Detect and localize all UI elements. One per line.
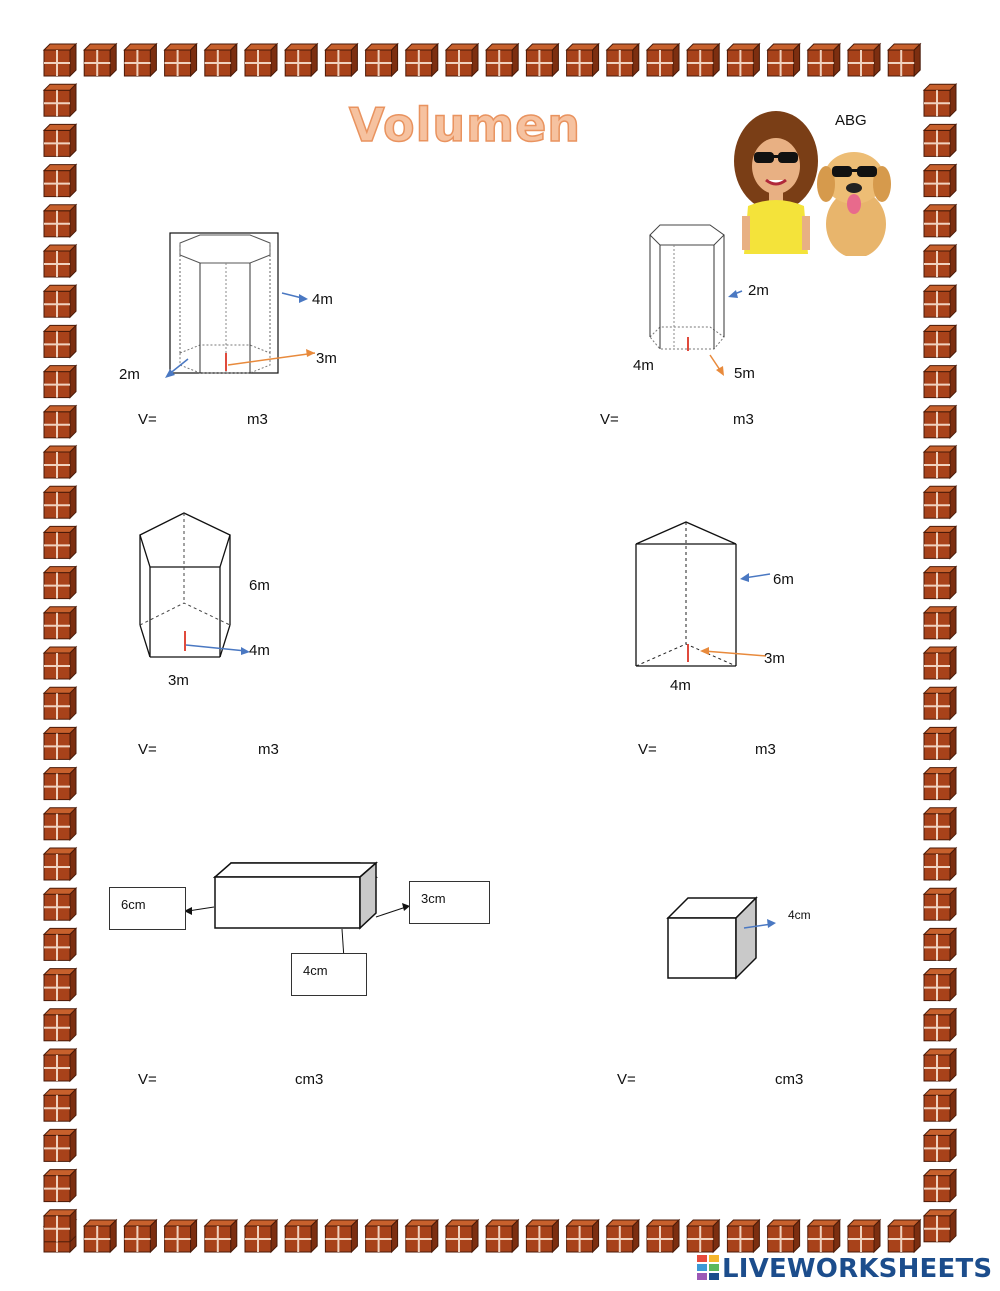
brick-tile <box>727 1220 759 1252</box>
brick-tile <box>924 969 956 1001</box>
brick-tile <box>486 1220 518 1252</box>
brick-tile <box>687 1220 719 1252</box>
brick-tile <box>924 205 956 237</box>
ex6-unit: cm3 <box>775 1071 804 1088</box>
brick-tile <box>165 44 197 76</box>
ex6-label-side: 4cm <box>788 908 811 922</box>
brick-tile <box>924 888 956 920</box>
brick-tile <box>285 1220 317 1252</box>
brick-tile <box>44 44 76 76</box>
brick-tile <box>44 1009 76 1041</box>
ex6-volume-label: V= <box>617 1071 636 1088</box>
brick-tile <box>924 727 956 759</box>
brick-tile <box>924 366 956 398</box>
brick-tile <box>924 526 956 558</box>
brick-tile <box>486 44 518 76</box>
brick-tile <box>44 848 76 880</box>
brick-tile <box>44 1210 76 1242</box>
brick-tile <box>848 1220 880 1252</box>
ex5-answer-field[interactable] <box>165 1070 285 1090</box>
brick-tile <box>687 44 719 76</box>
ex5-label-length: 6cm <box>121 897 146 912</box>
brick-tile <box>526 44 558 76</box>
ex2-label-height: 2m <box>748 282 769 299</box>
brick-tile <box>366 44 398 76</box>
ex4-label-apothem: 3m <box>764 650 785 667</box>
brick-tile <box>924 165 956 197</box>
brick-tile <box>44 969 76 1001</box>
brick-tile <box>924 808 956 840</box>
ex3-label-height: 6m <box>249 577 270 594</box>
brick-tile <box>44 768 76 800</box>
brick-tile <box>44 1170 76 1202</box>
ex2-label-side: 4m <box>633 357 654 374</box>
brick-tile <box>84 1220 116 1252</box>
ex4-unit: m3 <box>755 741 776 758</box>
ex5-volume-label: V= <box>138 1071 157 1088</box>
brick-tile <box>44 446 76 478</box>
brick-tile <box>44 1089 76 1121</box>
ex6-answer-field[interactable] <box>645 1070 765 1090</box>
ex5-label-height: 4cm <box>303 963 328 978</box>
brick-tile <box>924 768 956 800</box>
brick-tile <box>848 44 880 76</box>
brick-tile <box>44 567 76 599</box>
brick-tile <box>44 285 76 317</box>
brick-tile <box>607 44 639 76</box>
page-title: Volumen <box>348 98 582 152</box>
brick-tile <box>888 44 920 76</box>
ex5-label-width: 3cm <box>421 891 446 906</box>
brick-tile <box>888 1220 920 1252</box>
ex3-label-side: 3m <box>168 672 189 689</box>
ex2-unit: m3 <box>733 411 754 428</box>
brick-tile <box>44 808 76 840</box>
ex1-label-side: 2m <box>119 366 140 383</box>
brick-tile <box>44 486 76 518</box>
ex1-label-height: 4m <box>312 291 333 308</box>
brick-tile <box>44 124 76 156</box>
brick-tile <box>924 647 956 679</box>
brick-tile <box>607 1220 639 1252</box>
brick-tile <box>245 44 277 76</box>
brick-tile <box>406 1220 438 1252</box>
brick-tile <box>924 245 956 277</box>
brick-tile <box>924 607 956 639</box>
ex3-answer-field[interactable] <box>165 740 250 760</box>
brick-tile <box>567 1220 599 1252</box>
ex5-width-box <box>409 881 490 924</box>
brick-tile <box>205 1220 237 1252</box>
ex1-label-apothem: 3m <box>316 350 337 367</box>
brick-tile <box>366 1220 398 1252</box>
ex4-answer-field[interactable] <box>665 740 745 760</box>
brick-tile <box>325 1220 357 1252</box>
cube-figure <box>660 888 820 988</box>
brick-tile <box>325 44 357 76</box>
brick-tile <box>44 84 76 116</box>
brick-tile <box>768 1220 800 1252</box>
brick-tile <box>44 727 76 759</box>
brick-tile <box>44 366 76 398</box>
brick-tile <box>924 446 956 478</box>
author-tag: ABG <box>835 112 867 129</box>
hexagonal-prism-figure <box>630 215 790 385</box>
octagonal-prism-figure <box>110 225 360 395</box>
brick-tile <box>44 245 76 277</box>
brick-tile <box>924 1089 956 1121</box>
ex3-unit: m3 <box>258 741 279 758</box>
brick-tile <box>44 526 76 558</box>
brick-tile <box>924 848 956 880</box>
brick-tile <box>924 1210 956 1242</box>
brick-tile <box>924 84 956 116</box>
ex1-volume-label: V= <box>138 411 157 428</box>
brick-tile <box>44 205 76 237</box>
brick-tile <box>647 1220 679 1252</box>
brick-tile <box>526 1220 558 1252</box>
brick-tile <box>567 44 599 76</box>
brick-tile <box>924 687 956 719</box>
brick-tile <box>44 888 76 920</box>
brick-tile <box>124 44 156 76</box>
ex4-volume-label: V= <box>638 741 657 758</box>
brick-tile <box>406 44 438 76</box>
brick-tile <box>446 1220 478 1252</box>
brick-tile <box>165 1220 197 1252</box>
brick-tile <box>727 44 759 76</box>
ex1-unit: m3 <box>247 411 268 428</box>
brick-tile <box>924 1049 956 1081</box>
ex1-answer-field[interactable] <box>165 410 235 430</box>
brick-tile <box>44 607 76 639</box>
ex3-label-apothem: 4m <box>249 642 270 659</box>
brick-tile <box>124 1220 156 1252</box>
brick-tile <box>924 124 956 156</box>
ex2-label-apothem: 5m <box>734 365 755 382</box>
brick-tile <box>205 44 237 76</box>
brick-tile <box>44 406 76 438</box>
ex2-answer-field[interactable] <box>628 410 718 430</box>
brick-tile <box>924 1009 956 1041</box>
brick-tile <box>84 44 116 76</box>
brick-tile <box>924 567 956 599</box>
brick-tile <box>446 44 478 76</box>
brick-tile <box>647 44 679 76</box>
ex5-height-box <box>291 953 367 996</box>
brick-tile <box>924 486 956 518</box>
brick-tile <box>44 928 76 960</box>
brick-tile <box>285 44 317 76</box>
brick-tile <box>924 1170 956 1202</box>
ex5-unit: cm3 <box>295 1071 324 1088</box>
ex4-label-height: 6m <box>773 571 794 588</box>
brand-wordmark: LIVEWORKSHEETS <box>722 1254 993 1284</box>
ex3-volume-label: V= <box>138 741 157 758</box>
brick-tile <box>924 406 956 438</box>
ex4-label-side: 4m <box>670 677 691 694</box>
brick-tile <box>44 647 76 679</box>
ex2-volume-label: V= <box>600 411 619 428</box>
brick-tile <box>924 1129 956 1161</box>
brick-tile <box>44 1129 76 1161</box>
ex5-length-box <box>109 887 186 930</box>
brick-tile <box>924 928 956 960</box>
brick-tile <box>44 165 76 197</box>
liveworksheets-logo-icon <box>697 1255 721 1281</box>
brick-tile <box>44 1049 76 1081</box>
brick-tile <box>924 325 956 357</box>
brick-tile <box>44 687 76 719</box>
brick-tile <box>245 1220 277 1252</box>
brick-tile <box>768 44 800 76</box>
brick-tile <box>808 44 840 76</box>
brick-tile <box>44 325 76 357</box>
brick-tile <box>924 285 956 317</box>
brick-tile <box>808 1220 840 1252</box>
